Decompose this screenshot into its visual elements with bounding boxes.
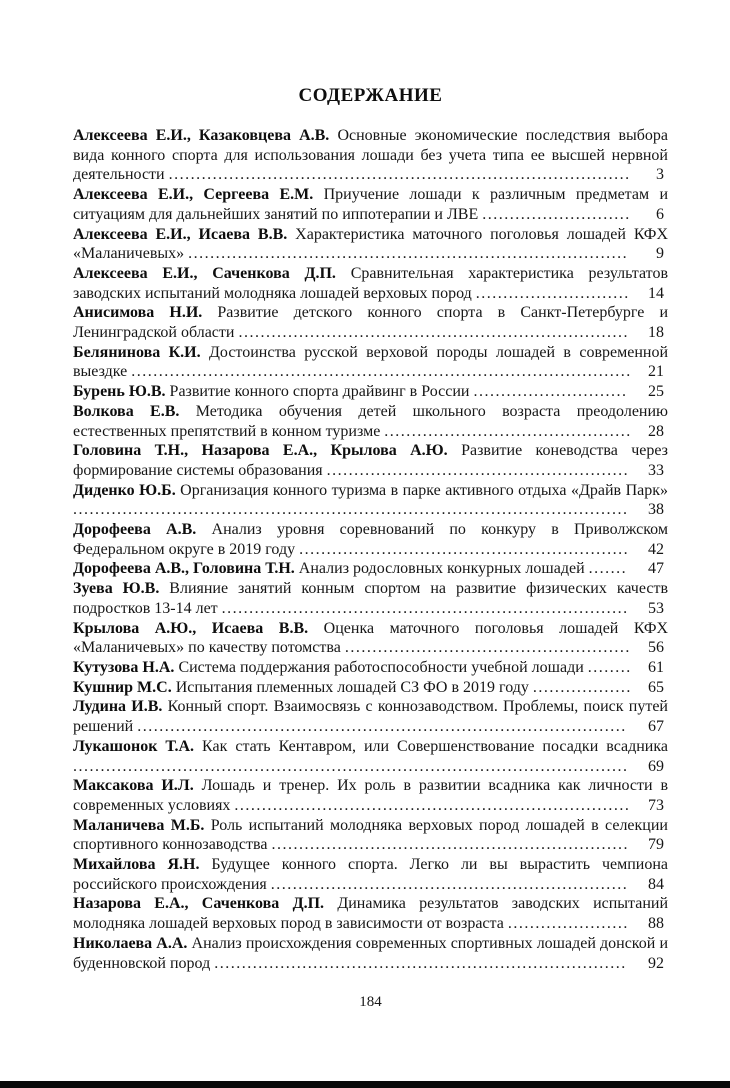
toc-entry-title: Основные экономические последствия выбора вида конного спорта для использования лошади без учета типа ее высшей нервной деятельности [73,127,669,184]
dot-leader: ............................................................ [299,540,630,558]
toc-entry-page-number: 47 [648,560,664,578]
toc-entry-title: Анализ уровня соревнований по конкуру в Приволжском Федеральном округе в 2019 году [73,521,669,558]
dot-leader: ....................................................................... [238,324,629,342]
toc-entry-title: Анализ родословных конкурных лошадей [298,560,585,578]
toc-entry-title: Развитие конного спорта драйвинг в России [169,383,470,401]
toc-entry [73,579,668,618]
toc-entry-authors: Бурень Ю.В. [73,383,166,401]
dot-leader: ....................................................... [326,461,630,479]
toc-entry-authors: Кушнир М.С. [73,678,172,696]
toc-entry-authors: Головина Т.Н., Назарова Е.А., Крылова А.Ю. [73,442,448,460]
toc-entry [73,619,668,658]
toc-entry-authors: Алексеева Е.И., Саченкова Д.П. [73,264,336,282]
toc-entry [73,343,668,382]
toc-entry [73,894,668,933]
dot-leader: ................................................................................ [188,245,629,263]
toc-entry-authors: Михайлова Я.Н. [73,856,200,874]
toc-entry [73,678,668,698]
toc-entry [73,264,668,303]
toc-entry-title: Лошадь и тренер. Их роль в развитии всадника как личности в современных условиях [73,777,669,814]
toc-entry [73,934,668,973]
toc-entry-page-number: 67 [648,718,664,736]
toc-entry-page-number: 73 [648,796,664,814]
toc-entry-authors: Алексеева Е.И., Исаева В.В. [73,225,288,243]
dot-leader: ............................................. [384,422,632,440]
dot-leader: .......................................................................... [221,599,629,617]
toc-entry [73,855,668,894]
toc-entry-page-number: 33 [648,461,664,479]
toc-entry-title: Характеристика маточного поголовья лошадей КФХ «Маланичевых» [73,225,668,263]
toc-entry-title: Влияние занятий конным спортом на развитие физических качеств подростков 13-14 лет [73,580,669,617]
toc-entry-authors: Диденко Ю.Б. [73,481,176,499]
dot-leader: .................. [532,678,632,696]
toc-entry [73,737,668,776]
dot-leader: ........................................................................................... [131,363,632,381]
toc-entry [73,382,668,402]
dot-leader: ...................... [507,915,629,933]
toc-entry-page-number: 9 [656,245,664,263]
toc-entry [73,402,668,441]
toc-entry-title: Достоинства русской верховой породы лошадей в современной выездке [73,343,669,381]
toc-entry-authors: Анисимова Н.И. [73,304,203,322]
toc-entry-title: Приучение лошади к различным предметам и ситуациям для дальнейших занятий по иппотерапии и ЛВЕ [73,186,668,223]
toc-entry-page-number: 38 [648,501,664,519]
toc-entry-title: Сравнительная характеристика результатов заводских испытаний молодняка лошадей верховых пород [73,264,669,302]
toc-entry-authors: Алексеева Е.И., Казаковцева А.В. [73,127,330,144]
toc-entry-title: Система поддержания работоспособности учебной лошади [178,658,584,676]
toc-entry-title: Развитие детского конного спорта в Санкт-Петербурге и Ленинградской области [73,304,669,342]
toc-entry-authors: Алексеева Е.И., Сергеева Е.М. [73,186,314,204]
dot-leader: .................................................................................... [168,166,631,184]
toc-entry-title: Испытания племенных лошадей СЗ ФО в 2019 году [175,678,529,696]
toc-entry-title: Анализ происхождения современных спортивных лошадей донской и буденновской пород [73,934,668,972]
toc-entry-title: Роль испытаний молодняка верховых пород лошадей в селекции спортивного коннозаводства [73,816,668,854]
dot-leader: ........................................................................... [214,954,627,972]
toc-entry [73,697,668,736]
toc-entry [73,816,668,855]
toc-entry-authors: Крылова А.Ю., Исаева В.В. [73,619,309,637]
toc-entry [73,441,668,480]
dot-leader: ........................................................................ [234,796,631,814]
toc-entry-page-number: 6 [656,205,664,223]
dot-leader: .................................................... [344,639,631,657]
toc-entry-authors: Кутузова Н.А. [73,658,175,676]
toc-entry [73,481,668,520]
dot-leader: ........................... [482,205,631,223]
footer-page-number: 184 [359,994,382,1010]
toc-entry-authors: Волкова Е.В. [73,402,180,420]
toc-entry-page-number: 61 [648,658,664,676]
scan-edge-bar [0,1081,730,1088]
dot-leader: ............................ [473,383,628,401]
toc-entry-title: Как стать Кентавром, или Совершенствование посадки всадника [202,737,669,755]
toc-entry [73,658,668,678]
toc-entry-page-number: 18 [648,324,664,342]
dot-leader: ....... [588,560,628,578]
toc-entry-page-number: 25 [648,383,664,401]
toc-entry-authors: Белянинова К.И. [73,343,201,361]
toc-entry-title: Динамика результатов заводских испытаний молодняка лошадей верховых пород в зависимости от возраста [73,895,669,933]
toc-entry-authors: Маланичева М.Б. [73,816,205,834]
toc-entry [73,520,668,559]
toc-entry-page-number: 21 [648,363,664,381]
toc-entry-title: Оценка маточного поголовья лошадей КФХ «Маланичевых» по качеству потомства [73,619,669,657]
toc-entry-authors: Назарова Е.А., Саченкова Д.П. [73,895,325,913]
toc-entry-page-number: 42 [648,540,664,558]
toc-entry-title: Методика обучения детей школьного возраста преодолению естественных препятствий в конном туризме [73,402,669,440]
toc-entry [73,126,668,185]
table-of-contents [73,86,668,973]
dot-leader: ................................................................. [270,875,629,893]
toc-entry-page-number: 69 [648,757,664,775]
toc-entry-page-number: 84 [648,875,664,893]
toc-entry-page-number: 65 [648,678,664,696]
toc-entry [73,225,668,264]
toc-entry-page-number: 79 [648,836,664,854]
dot-leader: ............................ [475,284,630,302]
toc-entry-authors: Дорофеева А.В., Головина Т.Н. [73,560,295,578]
toc-entry-page-number: 56 [648,639,664,657]
toc-entry-authors: Зуева Ю.В. [73,580,160,598]
dot-leader: ......................................................................................... [137,718,627,736]
toc-entry-authors: Николаева А.А. [73,934,188,952]
toc-entry [73,303,668,342]
toc-entry-page-number: 28 [648,422,664,440]
toc-entry-page-number: 88 [648,915,664,933]
toc-entry-list [73,126,668,973]
toc-entry-title: Развитие коневодства через формирование системы образования [73,442,668,479]
toc-entry-page-number: 92 [648,954,664,972]
toc-entry-title: Конный спорт. Взаимосвязь с коннозаводством. Проблемы, поиск путей решений [73,698,668,736]
toc-entry-title: Будущее конного спорта. Легко ли вы вырастить чемпиона российского происхождения [73,856,669,893]
dot-leader: ..................................................................................................... [73,757,629,775]
page-title: СОДЕРЖАНИЕ [298,85,443,106]
toc-entry-authors: Лукашонок Т.А. [73,737,195,755]
toc-entry-title: Организация конного туризма в парке активного отдыха «Драйв Парк» [180,481,668,499]
toc-entry [73,185,668,224]
toc-entry-page-number: 53 [648,599,664,617]
toc-entry-authors: Максакова И.Л. [73,777,194,795]
toc-entry [73,559,668,579]
dot-leader: ........ [587,658,632,676]
toc-entry-page-number: 14 [648,284,664,302]
dot-leader: ................................................................. [271,836,629,854]
toc-entry-authors: Лудина И.В. [73,698,163,716]
toc-entry-page-number: 3 [656,166,664,184]
toc-entry [73,776,668,815]
toc-entry-authors: Дорофеева А.В. [73,521,197,539]
dot-leader: ..................................................................................................... [73,501,629,519]
